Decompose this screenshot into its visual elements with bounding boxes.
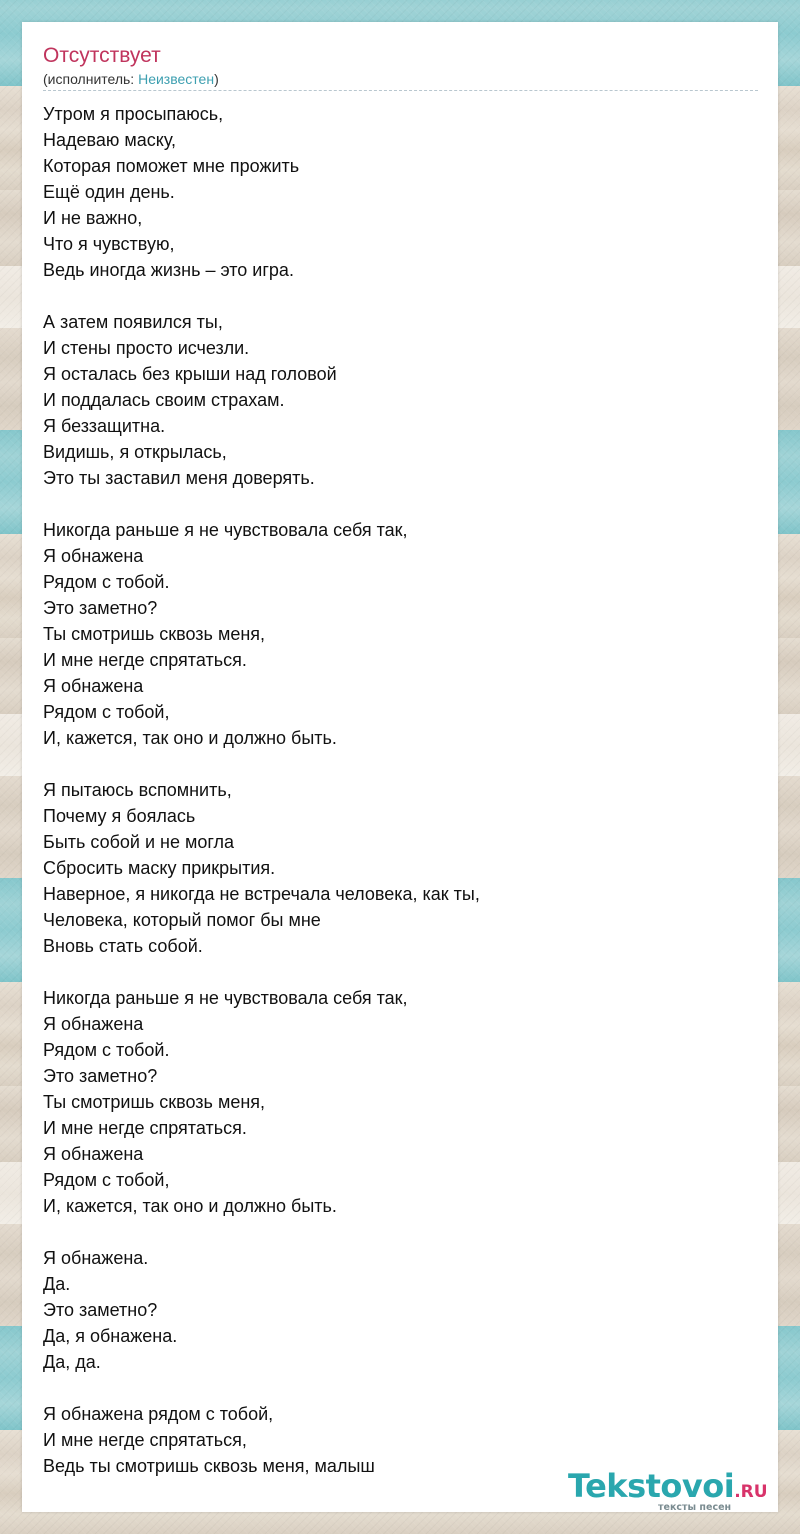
logo-tld: .RU xyxy=(734,1482,768,1502)
stanza xyxy=(43,1245,758,1375)
lyric-line: Никогда раньше я не чувствовала себя так, xyxy=(43,520,408,540)
lyric-line: Рядом с тобой, xyxy=(43,702,170,722)
lyric-line: Я осталась без крыши над головой xyxy=(43,364,337,384)
tekstovoi-logo[interactable] xyxy=(568,1468,774,1512)
lyric-line: И стены просто исчезли. xyxy=(43,338,250,358)
lyric-line: Видишь, я открылась, xyxy=(43,442,227,462)
lyric-line: Я обнажена xyxy=(43,1144,144,1164)
song-title: Отсутствует xyxy=(43,44,161,67)
lyric-line: Ты смотришь сквозь меня, xyxy=(43,1092,266,1112)
artist-prefix: (исполнитель: xyxy=(43,71,139,87)
stanza xyxy=(43,985,758,1219)
lyric-line: Ведь иногда жизнь – это игра. xyxy=(43,260,294,280)
lyric-line: Никогда раньше я не чувствовала себя так, xyxy=(43,988,408,1008)
lyric-line: Сбросить маску прикрытия. xyxy=(43,858,276,878)
lyric-line: Ты смотришь сквозь меня, xyxy=(43,624,266,644)
lyric-line: Да, я обнажена. xyxy=(43,1326,178,1346)
artist-line xyxy=(43,70,758,91)
logo-tagline: тексты песен xyxy=(658,1502,732,1513)
lyric-line: И мне негде спрятаться, xyxy=(43,1430,247,1450)
stanza xyxy=(43,777,758,959)
lyric-line: И, кажется, так оно и должно быть. xyxy=(43,728,337,748)
lyric-line: Да. xyxy=(43,1274,71,1294)
lyric-line: Я обнажена xyxy=(43,676,144,696)
lyric-line: Это заметно? xyxy=(43,598,158,618)
lyric-line: Наверное, я никогда не встречала человека, как ты, xyxy=(43,884,480,904)
lyrics-body xyxy=(43,101,758,1479)
lyric-line: Это заметно? xyxy=(43,1300,158,1320)
stanza xyxy=(43,101,758,283)
lyric-line: И, кажется, так оно и должно быть. xyxy=(43,1196,337,1216)
lyric-line: А затем появился ты, xyxy=(43,312,223,332)
lyric-line: Ведь ты смотришь сквозь меня, малыш xyxy=(43,1456,375,1476)
lyric-line: Почему я боялась xyxy=(43,806,196,826)
stanza xyxy=(43,517,758,751)
lyric-line: Рядом с тобой. xyxy=(43,572,170,592)
lyric-line: Я пытаюсь вспомнить, xyxy=(43,780,232,800)
lyric-line: Рядом с тобой. xyxy=(43,1040,170,1060)
lyric-line: Я обнажена рядом с тобой, xyxy=(43,1404,274,1424)
lyric-line: Утром я просыпаюсь, xyxy=(43,104,224,124)
lyric-line: И не важно, xyxy=(43,208,143,228)
lyric-line: И мне негде спрятаться. xyxy=(43,650,247,670)
logo-name: Tekstovoi xyxy=(568,1467,735,1505)
lyric-line: Я беззащитна. xyxy=(43,416,166,436)
lyric-line: Я обнажена. xyxy=(43,1248,149,1268)
lyric-line: Человека, который помог бы мне xyxy=(43,910,321,930)
lyric-line: И мне негде спрятаться. xyxy=(43,1118,247,1138)
artist-suffix: ) xyxy=(214,71,219,87)
artist-link[interactable]: Неизвестен xyxy=(138,71,215,87)
lyric-line: Я обнажена xyxy=(43,1014,144,1034)
lyric-line: Это заметно? xyxy=(43,1066,158,1086)
lyric-line: Что я чувствую, xyxy=(43,234,175,254)
lyric-line: Вновь стать собой. xyxy=(43,936,203,956)
lyric-line: Которая поможет мне прожить xyxy=(43,156,300,176)
lyric-line: Рядом с тобой, xyxy=(43,1170,170,1190)
stanza xyxy=(43,309,758,491)
lyric-line: И поддалась своим страхам. xyxy=(43,390,285,410)
lyrics-card xyxy=(22,22,778,1512)
lyric-line: Я обнажена xyxy=(43,546,144,566)
lyric-line: Ещё один день. xyxy=(43,182,175,202)
lyric-line: Да, да. xyxy=(43,1352,101,1372)
lyric-line: Это ты заставил меня доверять. xyxy=(43,468,315,488)
lyric-line: Надеваю маску, xyxy=(43,130,177,150)
lyric-line: Быть собой и не могла xyxy=(43,832,235,852)
